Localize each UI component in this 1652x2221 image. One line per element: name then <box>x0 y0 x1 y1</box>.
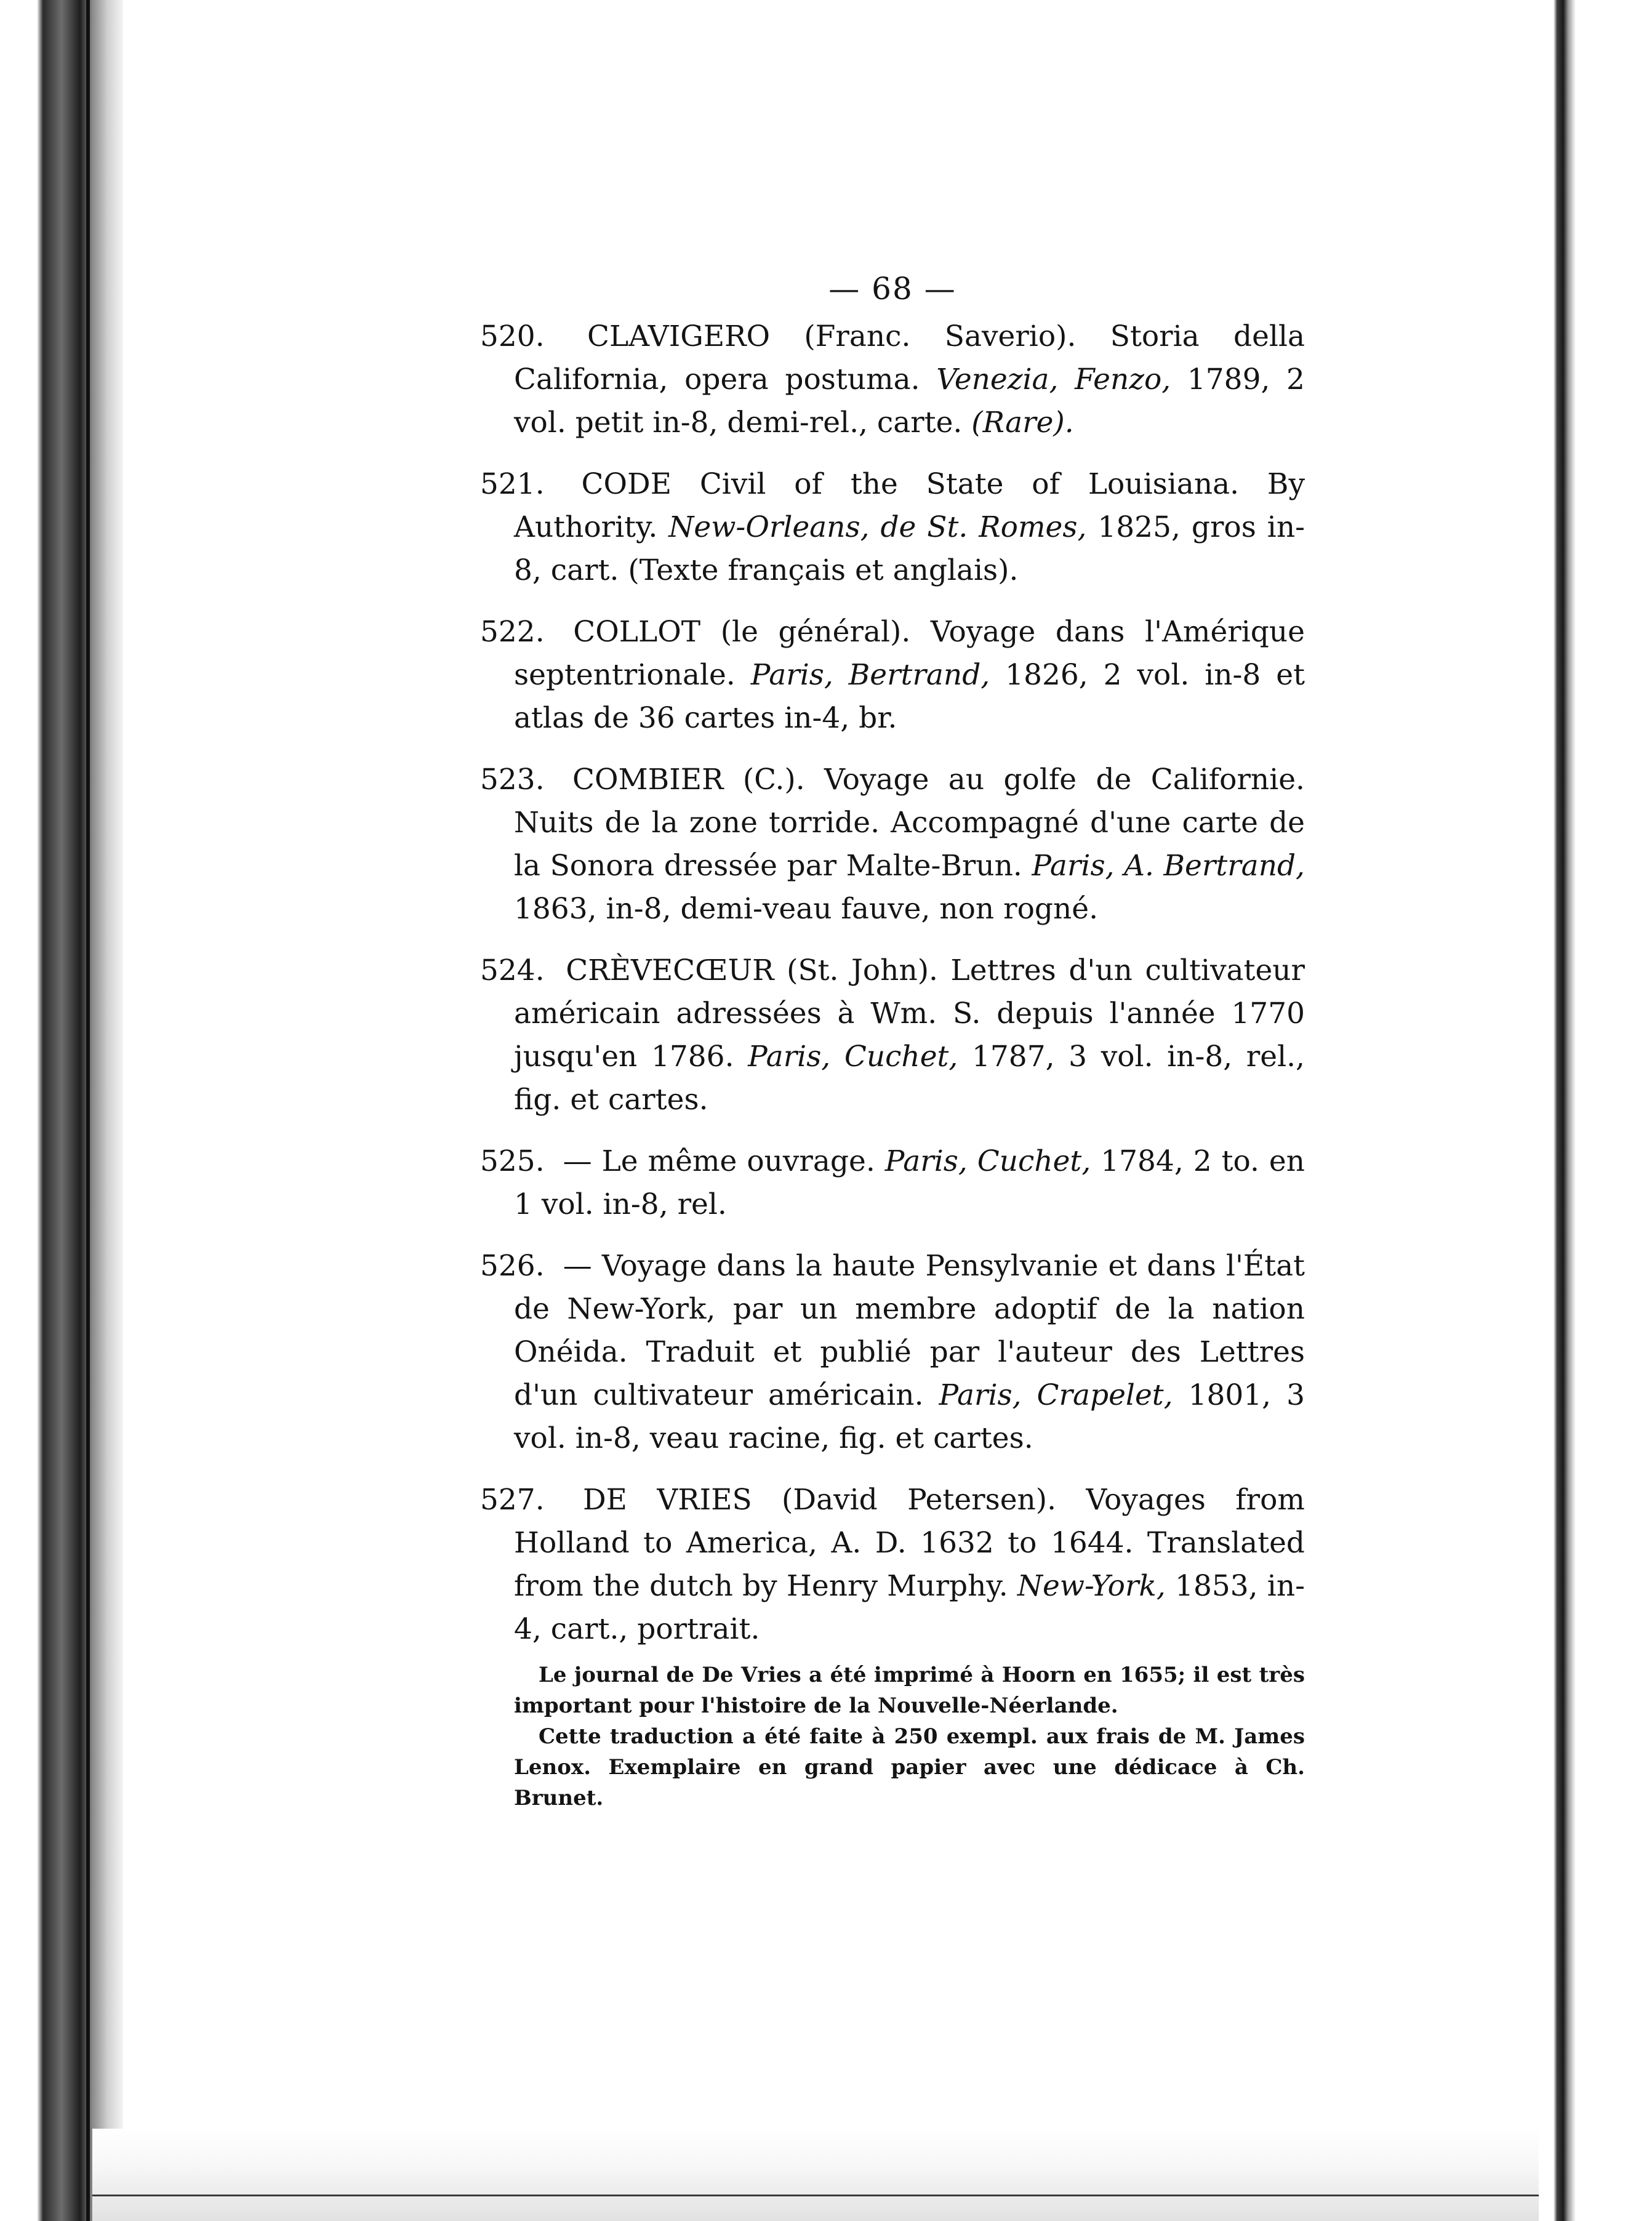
catalogue-entry-526 <box>480 1245 1305 1460</box>
entry-imprint: Paris, A. Bertrand, <box>1032 849 1305 883</box>
entry-title: — Voyage dans la haute Pensylvanie et dans l'État de New-York, par un membre adoptif de la nation Onéida. Traduit et publié par l'auteur des Lettres d'un cultivateur américain. <box>514 1249 1305 1412</box>
catalogue-entry-521 <box>480 463 1305 592</box>
page-edge-right <box>1517 0 1652 2221</box>
entry-title: COLLOT (le général). Voyage dans l'Amérique septentrionale. <box>514 615 1305 692</box>
entry-imprint: Paris, Cuchet, <box>748 1040 958 1074</box>
entry-imprint: New-York, <box>1017 1569 1166 1603</box>
entry-imprint: New-Orleans, de St. Romes, <box>668 510 1087 544</box>
entry-number: 527. <box>480 1483 545 1517</box>
catalogue-page <box>480 271 1305 1813</box>
entry-imprint: Paris, Crapelet, <box>939 1378 1173 1412</box>
entry-title: CLAVIGERO (Franc. Saverio). Storia della California, opera postuma. <box>514 319 1305 396</box>
footnote-paragraph: Cette traduction a été faite à 250 exempl. aux frais de M. James Lenox. Exemplaire en grand papier avec une dédicace à Ch. Brunet. <box>514 1724 1305 1810</box>
entry-description: 1787, 3 vol. in-8, rel., fig. et cartes. <box>514 1040 1305 1117</box>
catalogue-entry-525 <box>480 1140 1305 1226</box>
catalogue-entry-520 <box>480 315 1305 444</box>
entry-description: 1789, 2 vol. petit in-8, demi-rel., carte. <box>514 363 1305 440</box>
entry-number: 524. <box>480 954 545 987</box>
page-edge-bottom <box>92 2129 1539 2221</box>
entry-title: CRÈVECŒUR (St. John). Lettres d'un cultivateur américain adressées à Wm. S. depuis l'année 1770 jusqu'en 1786. <box>514 954 1305 1074</box>
catalogue-entry-527 <box>480 1479 1305 1651</box>
entry-description: 1853, in-4, cart., portrait. <box>514 1569 1305 1646</box>
entry-description: 1825, gros in-8, cart. (Texte français et anglais). <box>514 510 1305 587</box>
entry-number: 523. <box>480 763 545 797</box>
catalogue-entry-522 <box>480 611 1305 740</box>
entry-description: 1863, in-8, demi-veau fauve, non rogné. <box>514 892 1099 926</box>
entry-remark: (Rare). <box>971 406 1074 440</box>
page-number: — 68 — <box>828 271 956 307</box>
entry-imprint: Paris, Cuchet, <box>884 1144 1091 1178</box>
entry-number: 526. <box>480 1249 545 1283</box>
entry-imprint: Venezia, Fenzo, <box>936 363 1171 396</box>
page-edge-bottom-line <box>92 2195 1539 2196</box>
catalogue-entry-524 <box>480 949 1305 1122</box>
entry-description: 1801, 3 vol. in-8, veau racine, fig. et cartes. <box>514 1378 1305 1455</box>
entry-description: 1784, 2 to. en 1 vol. in-8, rel. <box>514 1144 1305 1221</box>
entry-description: 1826, 2 vol. in-8 et atlas de 36 cartes in-4, br. <box>514 658 1305 735</box>
entry-imprint: Paris, Bertrand, <box>750 658 990 692</box>
entry-number: 525. <box>480 1144 545 1178</box>
catalogue-entry-523 <box>480 758 1305 931</box>
entry-title: — Le même ouvrage. <box>563 1144 875 1178</box>
book-gutter-shadow <box>0 0 123 2221</box>
entry-number: 522. <box>480 615 545 649</box>
entry-title: DE VRIES (David Petersen). Voyages from Holland to America, A. D. 1632 to 1644. Translated from the dutch by Henry Murphy. <box>514 1483 1305 1603</box>
entry-number: 520. <box>480 319 545 353</box>
entry-title: CODE Civil of the State of Louisiana. By Authority. <box>514 467 1305 544</box>
entry-number: 521. <box>480 467 545 501</box>
entry-title: COMBIER (C.). Voyage au golfe de Californie. Nuits de la zone torride. Accompagné d'une carte de la Sonora dressée par Malte-Brun. <box>514 763 1305 883</box>
footnote-paragraph: Le journal de De Vries a été imprimé à Hoorn en 1655; il est très important pour l'histoire de la Nouvelle-Néerlande. <box>514 1663 1305 1718</box>
